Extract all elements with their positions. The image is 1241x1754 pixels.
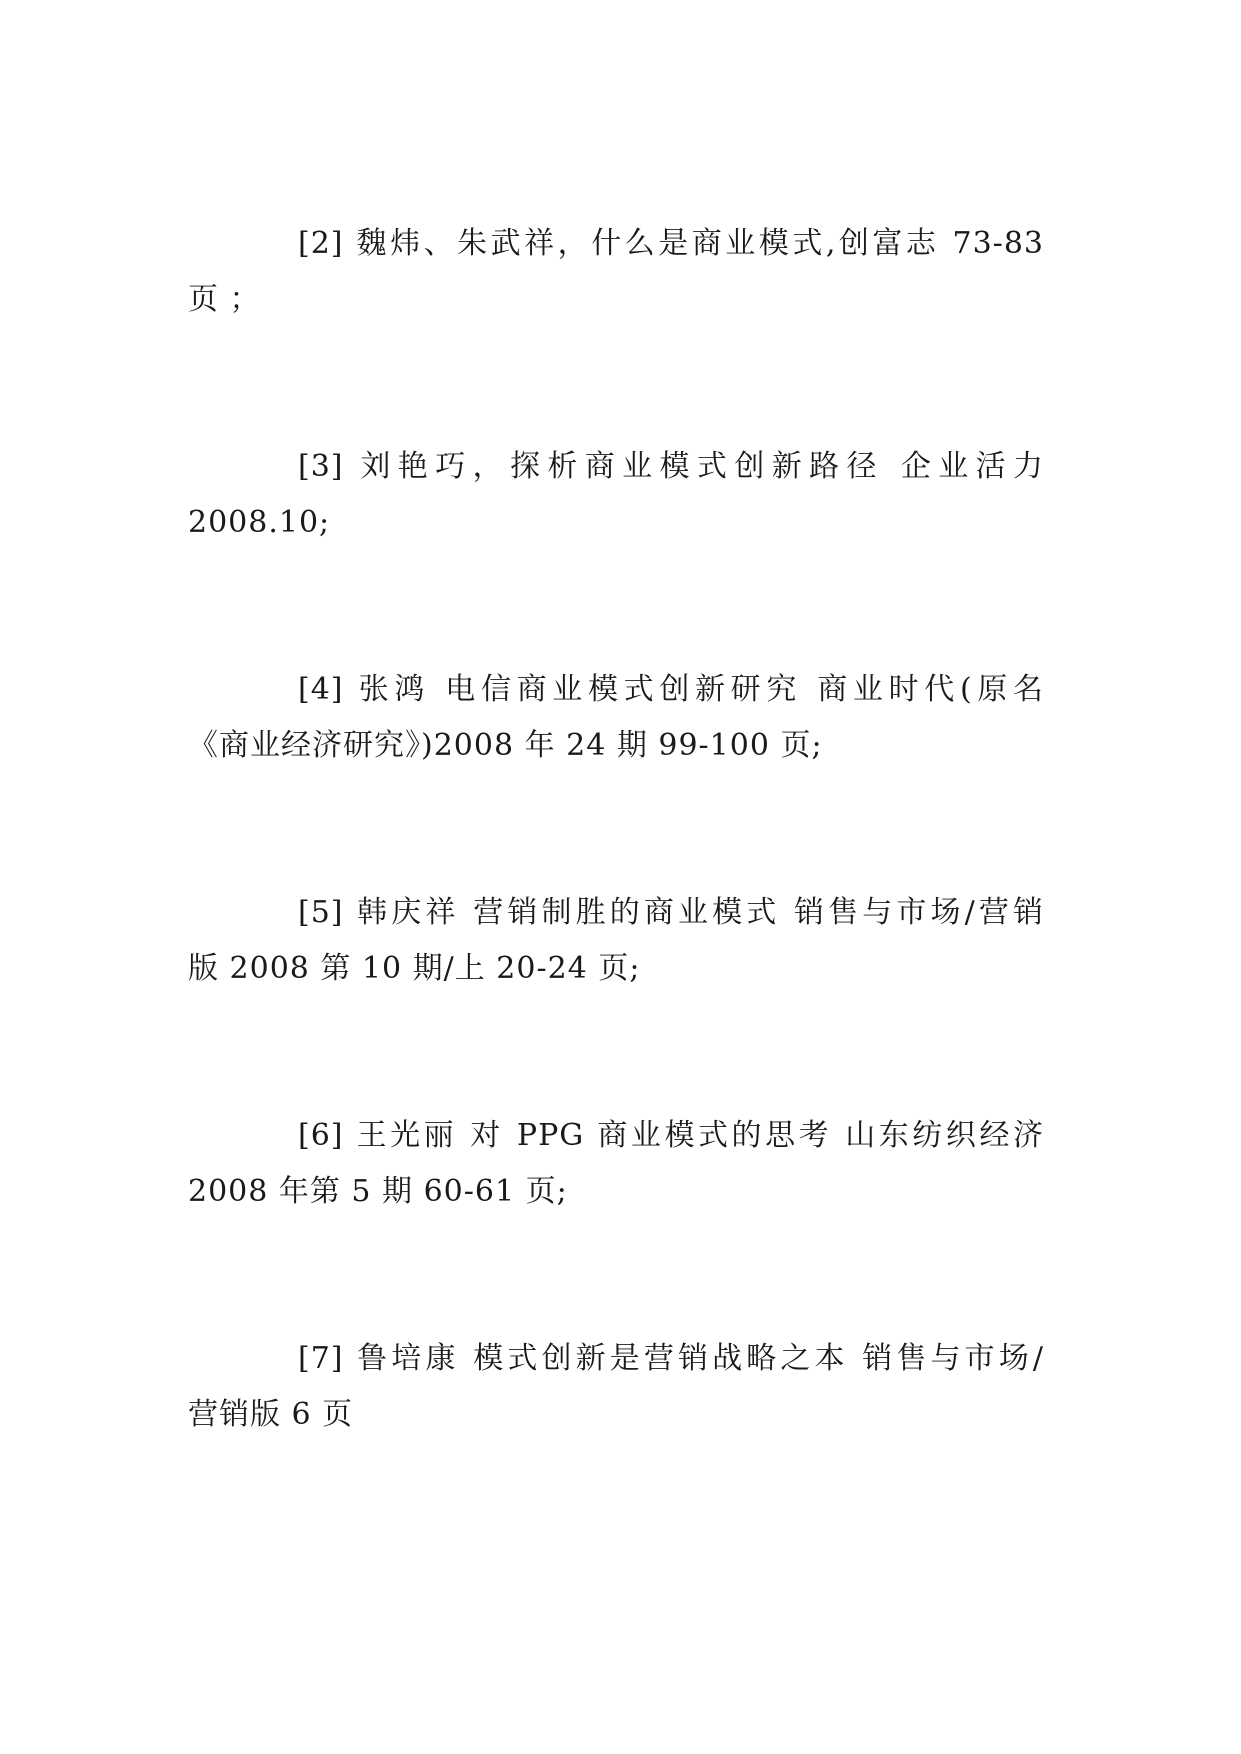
reference-item-7 <box>188 1331 1044 1443</box>
reference-line-continued: 《商业经济研究》)2008 年 24 期 99-100 页; <box>188 728 823 763</box>
reference-line: [4] 张鸿 电信商业模式创新研究 商业时代(原名 <box>298 672 1044 707</box>
reference-item-4 <box>188 662 1044 774</box>
reference-line: [3] 刘艳巧，探析商业模式创新路径 企业活力 <box>298 449 1044 484</box>
reference-line-continued: 2008.10; <box>188 505 331 540</box>
reference-item-3 <box>188 439 1044 551</box>
reference-item-6 <box>188 1108 1044 1220</box>
reference-item-2 <box>188 216 1044 328</box>
reference-line-continued: 营销版 6 页 <box>188 1397 354 1432</box>
reference-line-continued: 页 ； <box>188 282 261 317</box>
reference-item-5 <box>188 885 1044 997</box>
reference-line: [2] 魏炜、朱武祥，什么是商业模式,创富志 73-83 <box>298 226 1044 261</box>
reference-line: [7] 鲁培康 模式创新是营销战略之本 销售与市场/ <box>298 1341 1044 1376</box>
reference-line-continued: 版 2008 第 10 期/上 20-24 页; <box>188 951 641 986</box>
reference-line: [6] 王光丽 对 PPG 商业模式的思考 山东纺织经济 <box>298 1118 1044 1153</box>
reference-line: [5] 韩庆祥 营销制胜的商业模式 销售与市场/营销 <box>298 895 1044 930</box>
reference-line-continued: 2008 年第 5 期 60-61 页; <box>188 1174 568 1209</box>
